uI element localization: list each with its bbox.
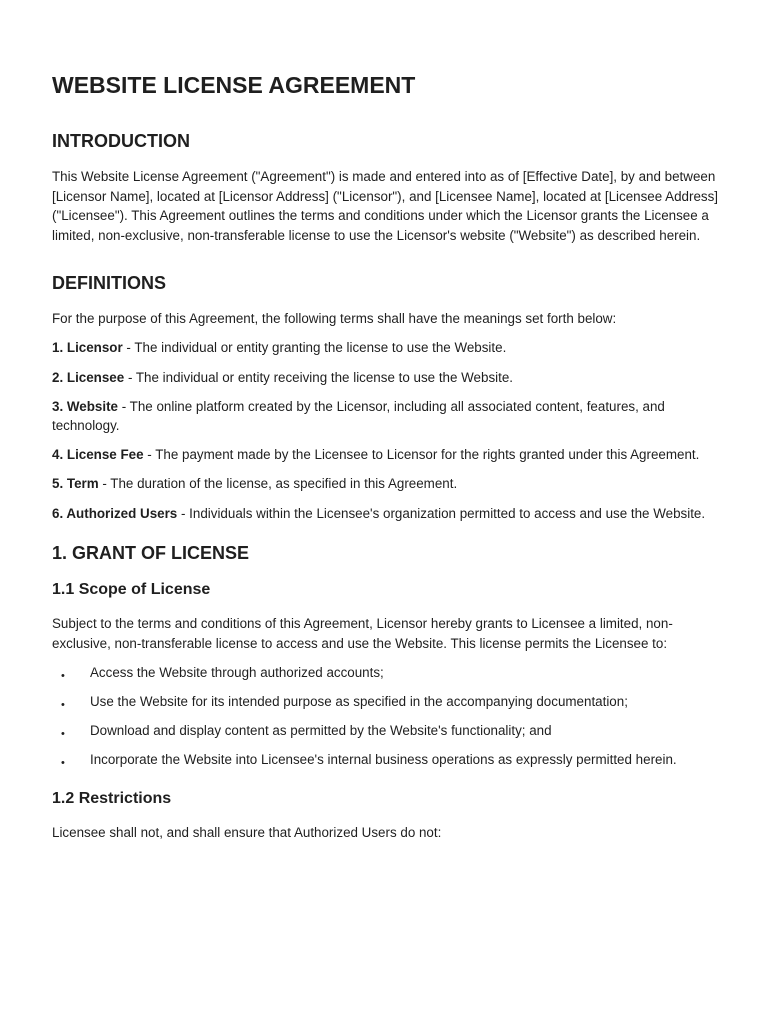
definition-item — [52, 474, 720, 494]
definition-item — [52, 368, 720, 388]
scope-text: Subject to the terms and conditions of this Agreement, Licensor hereby grants to Licensee a limited, non-exclusive, non-transferable license to access and use the Website. This license permits the Licensee to: — [52, 616, 673, 651]
list-item — [52, 750, 720, 770]
introduction-section — [52, 129, 720, 245]
definition-term: 6. Authorized Users — [52, 505, 178, 521]
restrictions-heading: 1.2 Restrictions — [52, 789, 172, 807]
definition-term: 3. Website — [52, 398, 118, 414]
bullet-icon: • — [61, 669, 65, 682]
bullet-icon: • — [61, 698, 65, 711]
grant-section — [52, 541, 720, 842]
definition-text: - The duration of the license, as specified in this Agreement. — [98, 476, 458, 492]
list-item — [52, 663, 720, 683]
definition-text: - The individual or entity receiving the license to use the Website. — [124, 369, 514, 385]
introduction-heading: INTRODUCTION — [52, 131, 190, 151]
definition-term: 2. Licensee — [52, 369, 125, 385]
definition-item — [52, 445, 720, 465]
scope-bullet-list — [52, 663, 720, 770]
list-item-text: Access the Website through authorized accounts; — [90, 664, 384, 680]
bullet-icon: • — [61, 728, 65, 740]
bullet-icon: • — [61, 757, 65, 770]
list-item — [52, 692, 720, 712]
restrictions-text: Licensee shall not, and shall ensure that Authorized Users do not: — [52, 824, 442, 840]
definition-text: - The online platform created by the Licensor, including all associated content, features, and technology. — [52, 398, 665, 434]
list-item-text: Incorporate the Website into Licensee's internal business operations as expressly permitted herein. — [90, 752, 677, 768]
definition-text: - The payment made by the Licensee to Licensor for the rights granted under this Agreement. — [143, 447, 700, 463]
definition-term: 1. Licensor — [52, 340, 123, 356]
list-item-text: Use the Website for its intended purpose as specified in the accompanying documentation; — [90, 693, 628, 709]
introduction-text: This Website License Agreement ("Agreement") is made and entered into as of [Effective Date], by and between [Licensor Name], located at [Licensor Address] ("Licensor"), and [Licensee Name], located at [Licensee Address] ("Licensee"). This Agreement outlines the terms and conditions under which the Licensor grants the Licensee a limited, non-exclusive, non-transferable license to use the Licensor's website ("Website") as described herein. — [52, 169, 719, 243]
list-item-text: Download and display content as permitted by the Website's functionality; and — [90, 723, 552, 738]
definition-text: - Individuals within the Licensee's organization permitted to access and use the Website. — [177, 505, 706, 521]
definition-term: 4. License Fee — [52, 447, 144, 463]
definitions-section — [52, 271, 720, 523]
definition-item — [52, 397, 720, 436]
document-title: WEBSITE LICENSE AGREEMENT — [52, 72, 416, 98]
grant-heading: 1. GRANT OF LICENSE — [52, 543, 250, 564]
definition-term: 5. Term — [52, 476, 99, 492]
definition-item — [52, 504, 720, 524]
definition-item — [52, 338, 720, 358]
list-item — [52, 721, 720, 741]
scope-heading: 1.1 Scope of License — [52, 581, 211, 599]
definition-text: - The individual or entity granting the license to use the Website. — [122, 340, 507, 356]
definitions-heading: DEFINITIONS — [52, 273, 167, 294]
definitions-lead: For the purpose of this Agreement, the following terms shall have the meanings set forth below: — [52, 311, 617, 327]
